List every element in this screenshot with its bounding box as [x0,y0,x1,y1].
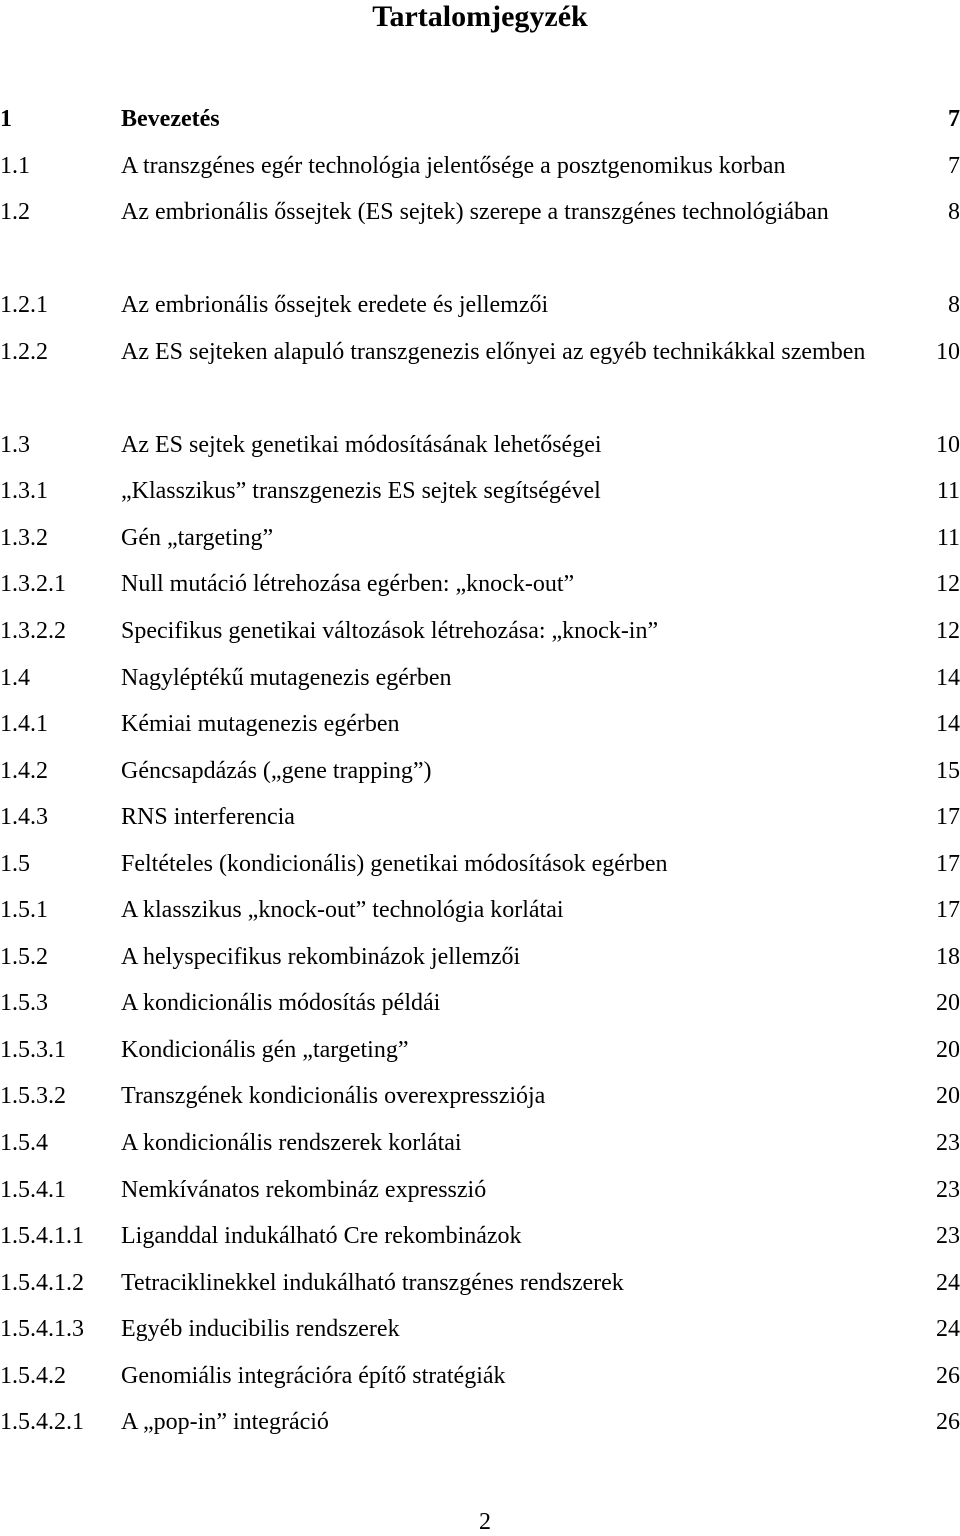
toc-entry [0,329,960,422]
toc-entry-page: 11 [936,524,960,551]
toc-entry [0,1306,960,1353]
toc-entry-title: RNS interferencia [121,804,295,831]
toc-entry-number: 1.3 [0,431,30,458]
toc-entry [0,422,960,469]
toc-entry-title: Liganddal indukálható Cre rekombinázok [121,1223,522,1250]
toc-entry [0,794,960,841]
toc-entry-title: Kémiai mutagenezis egérben [121,711,400,738]
toc-entry-title: Egyéb inducibilis rendszerek [121,1316,400,1343]
toc-entry-page: 26 [936,1362,960,1389]
toc-entry-number: 1.5.4.1.2 [0,1269,84,1296]
toc-entry-title: A helyspecifikus rekombinázok jellemzői [121,943,521,970]
toc-entry-page: 11 [936,478,960,505]
toc-entry-title: Géncsapdázás („gene trapping”) [121,757,432,784]
toc-entry-title: Bevezetés [121,106,220,132]
toc-entry [0,1399,960,1446]
toc-entry-number: 1 [0,106,12,132]
toc-entry-title: A kondicionális módosítás példái [121,990,441,1017]
toc-entry-page: 26 [936,1409,960,1436]
toc-entry-title: Az ES sejteken alapuló transzgenezis előnyei az egyéb technikákkal szemben [121,338,866,365]
toc-entry-title: Specifikus genetikai változások létrehozása: „knock-in” [121,618,659,645]
page-number: 2 [479,1509,491,1535]
toc-entry [0,608,960,655]
toc-entry-page: 20 [936,1083,960,1110]
toc-entry-title: A kondicionális rendszerek korlátai [121,1130,462,1157]
toc-entry [0,1260,960,1307]
toc-entry [0,1353,960,1400]
toc-entry [0,143,960,190]
toc-entry-title: Feltételes (kondicionális) genetikai módosítások egérben [121,850,668,877]
toc-entry-number: 1.3.2.2 [0,618,66,645]
table-of-contents [0,96,960,1446]
toc-entry-page: 18 [936,943,960,970]
toc-entry-page: 17 [936,850,960,877]
toc-entry-number: 1.2.2 [0,338,48,365]
toc-entry-number: 1.5.4.2.1 [0,1409,84,1436]
toc-entry-title: Az embrionális őssejtek eredete és jellemzői [121,292,549,319]
toc-entry-number: 1.5.3.1 [0,1036,66,1063]
toc-entry-number: 1.4.1 [0,711,48,738]
toc-entry-number: 1.2.1 [0,292,48,319]
toc-entry-number: 1.5 [0,850,30,877]
toc-entry [0,282,960,329]
toc-entry-number: 1.3.2 [0,524,48,551]
toc-entry [0,701,960,748]
toc-entry-number: 1.5.4.1 [0,1176,66,1203]
toc-entry-number: 1.5.4.1.3 [0,1316,84,1343]
toc-entry-number: 1.5.3.2 [0,1083,66,1110]
toc-entry [0,980,960,1027]
toc-entry-title: Kondicionális gén „targeting” [121,1036,409,1063]
toc-entry [0,841,960,888]
toc-entry-page: 14 [936,711,960,738]
toc-entry-number: 1.2 [0,199,30,226]
toc-entry-title: Gén „targeting” [121,524,274,551]
toc-entry [0,189,960,282]
toc-entry-number: 1.4.3 [0,804,48,831]
toc-entry [0,96,960,143]
toc-entry-page: 20 [936,990,960,1017]
toc-entry-page: 7 [948,106,960,132]
toc-entry [0,1120,960,1167]
toc-entry [0,887,960,934]
toc-entry-number: 1.5.4 [0,1130,48,1157]
toc-entry-title: Genomiális integrációra építő stratégiák [121,1362,506,1389]
toc-entry-page: 8 [948,199,960,226]
toc-entry-title: A „pop-in” integráció [121,1409,329,1436]
page-title: Tartalomjegyzék [372,0,588,33]
toc-entry-page: 23 [936,1176,960,1203]
toc-entry-number: 1.5.3 [0,990,48,1017]
toc-entry-number: 1.3.2.1 [0,571,66,598]
toc-entry [0,655,960,702]
toc-entry-number: 1.4 [0,664,30,691]
toc-entry-number: 1.1 [0,152,30,179]
toc-entry-number: 1.4.2 [0,757,48,784]
toc-entry-page: 24 [936,1269,960,1296]
toc-entry [0,934,960,981]
toc-entry-page: 8 [948,292,960,319]
toc-entry-page: 14 [936,664,960,691]
toc-entry-number: 1.5.4.2 [0,1362,66,1389]
toc-entry [0,1027,960,1074]
toc-entry-title: Transzgének kondicionális overexpressziója [121,1083,546,1110]
toc-entry-title: A klasszikus „knock-out” technológia korlátai [121,897,564,924]
toc-entry-number: 1.5.1 [0,897,48,924]
toc-entry-page: 7 [948,152,960,179]
toc-entry-title: Az embrionális őssejtek (ES sejtek) szerepe a transzgénes technológiában [121,199,829,226]
toc-entry-number: 1.3.1 [0,478,48,505]
toc-entry [0,515,960,562]
toc-entry-page: 12 [936,618,960,645]
toc-entry-title: Az ES sejtek genetikai módosításának lehetőségei [121,431,602,458]
toc-entry-title: Nagyléptékű mutagenezis egérben [121,664,452,691]
toc-entry [0,468,960,515]
toc-entry [0,1167,960,1214]
toc-entry [0,748,960,795]
toc-entry-page: 10 [936,338,960,365]
toc-entry-page: 23 [936,1223,960,1250]
toc-entry-page: 17 [936,804,960,831]
toc-entry-title: „Klasszikus” transzgenezis ES sejtek segítségével [121,478,601,505]
toc-entry-page: 24 [936,1316,960,1343]
toc-entry [0,1213,960,1260]
toc-entry-title: A transzgénes egér technológia jelentősége a posztgenomikus korban [121,152,786,179]
toc-entry-page: 17 [936,897,960,924]
toc-entry [0,1073,960,1120]
toc-entry-title: Null mutáció létrehozása egérben: „knock-out” [121,571,575,598]
toc-entry-page: 15 [936,757,960,784]
toc-entry-page: 12 [936,571,960,598]
toc-entry [0,561,960,608]
toc-entry-title: Tetraciklinekkel indukálható transzgénes rendszerek [121,1269,624,1296]
toc-entry-page: 10 [936,431,960,458]
toc-entry-number: 1.5.2 [0,943,48,970]
toc-entry-number: 1.5.4.1.1 [0,1223,84,1250]
toc-entry-title: Nemkívánatos rekombináz expresszió [121,1176,487,1203]
toc-entry-page: 20 [936,1036,960,1063]
toc-entry-page: 23 [936,1130,960,1157]
